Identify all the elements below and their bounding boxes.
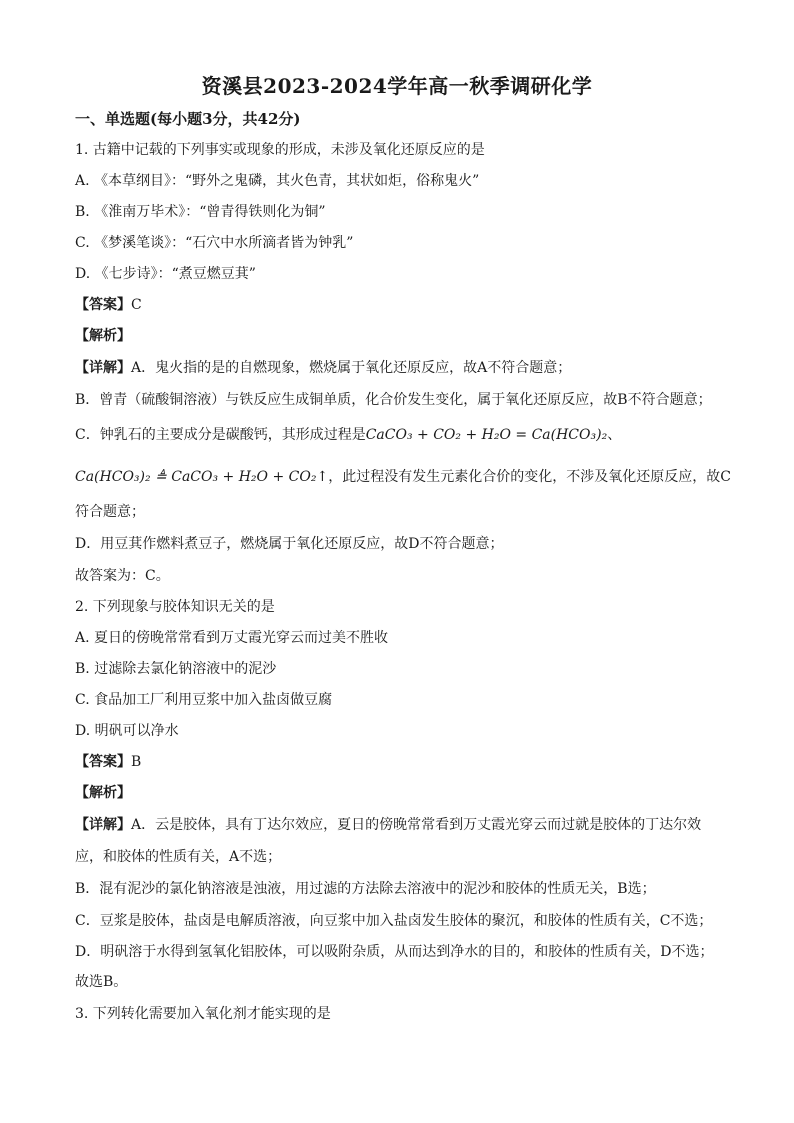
detail-text: A．鬼火指的是的自燃现象，燃烧属于氧化还原反应，故A不符合题意； [131, 360, 572, 376]
answer-tag: 【答案】 [75, 754, 131, 770]
q2-detail-a-cont: 应，和胶体的性质有关，A不选； [75, 849, 282, 865]
q2-detail-a [75, 815, 701, 835]
equation-1: CaCO₃ + CO₂ + H₂O = Ca(HCO₃)₂ [365, 427, 608, 443]
q2-option-d: D. 明矾可以净水 [75, 723, 179, 739]
q1-detail-c-3: 符合题意； [75, 504, 145, 520]
q2-option-a: A. 夏日的傍晚常常看到万丈霞光穿云而过美不胜收 [75, 630, 389, 646]
detail-c-suffix: ，此过程没有发生元素化合价的变化，不涉及氧化还原反应，故C [328, 469, 731, 485]
q1-conclusion: 故答案为：C。 [75, 568, 170, 584]
q1-stem: 1. 古籍中记载的下列事实或现象的形成，未涉及氧化还原反应的是 [75, 142, 485, 158]
detail-tag: 【详解】 [75, 360, 131, 376]
q2-detail-b: B．混有泥沙的氯化钠溶液是浊液，用过滤的方法除去溶液中的泥沙和胶体的性质无关，B选； [75, 881, 656, 897]
q2-option-b: B. 过滤除去氯化钠溶液中的泥沙 [75, 661, 277, 677]
q1-detail-c [75, 425, 621, 445]
q1-option-a: A. 《本草纲目》：“野外之鬼磷，其火色青，其状如炬，俗称鬼火” [75, 173, 480, 189]
answer-value: B [131, 754, 142, 770]
q2-option-c: C. 食品加工厂利用豆浆中加入盐卤做豆腐 [75, 692, 333, 708]
answer-tag: 【答案】 [75, 297, 131, 313]
q1-answer [75, 295, 142, 315]
q2-detail-c: C．豆浆是胶体，盐卤是电解质溶液，向豆浆中加入盐卤发生胶体的聚沉，和胶体的性质有关，C不选； [75, 913, 713, 929]
q1-detail-b: B．曾青（硫酸铜溶液）与铁反应生成铜单质，化合价发生变化，属于氧化还原反应，故B不符合题意； [75, 392, 712, 408]
detail-text: A．云是胶体，具有丁达尔效应，夏日的傍晚常常看到万丈霞光穿云而过就是胶体的丁达尔效 [131, 817, 702, 833]
q2-stem: 2. 下列现象与胶体知识无关的是 [75, 599, 275, 615]
q1-analysis-tag: 【解析】 [75, 328, 131, 344]
detail-c-prefix: C．钟乳石的主要成分是碳酸钙，其形成过程是 [75, 427, 366, 443]
equation-2: Ca(HCO₃)₂ ≜ CaCO₃ + H₂O + CO₂↑ [75, 469, 329, 485]
q3-stem: 3. 下列转化需要加入氧化剂才能实现的是 [75, 1006, 331, 1022]
separator: 、 [607, 427, 622, 443]
document-title: 资溪县2023-2024学年高一秋季调研化学 [201, 74, 593, 98]
q2-conclusion: 故选B。 [75, 974, 128, 990]
q2-analysis-tag: 【解析】 [75, 785, 131, 801]
section-heading: 一、单选题(每小题3分，共42分) [75, 110, 301, 128]
detail-tag: 【详解】 [75, 817, 131, 833]
q1-detail-d: D．用豆萁作燃料煮豆子，燃烧属于氧化还原反应，故D不符合题意； [75, 536, 504, 552]
q2-answer [75, 752, 141, 772]
q2-detail-d: D．明矾溶于水得到氢氧化铝胶体，可以吸附杂质，从而达到净水的目的，和胶体的性质有关，D不选； [75, 944, 714, 960]
q1-detail-c-2 [75, 467, 731, 487]
q1-option-d: D. 《七步诗》：“煮豆燃豆萁” [75, 266, 256, 282]
q1-option-c: C. 《梦溪笔谈》：“石穴中水所滴者皆为钟乳” [75, 235, 354, 251]
q1-option-b: B. 《淮南万毕术》：“曾青得铁则化为铜” [75, 204, 326, 220]
q1-detail-a [75, 358, 571, 378]
answer-value: C [131, 297, 142, 313]
